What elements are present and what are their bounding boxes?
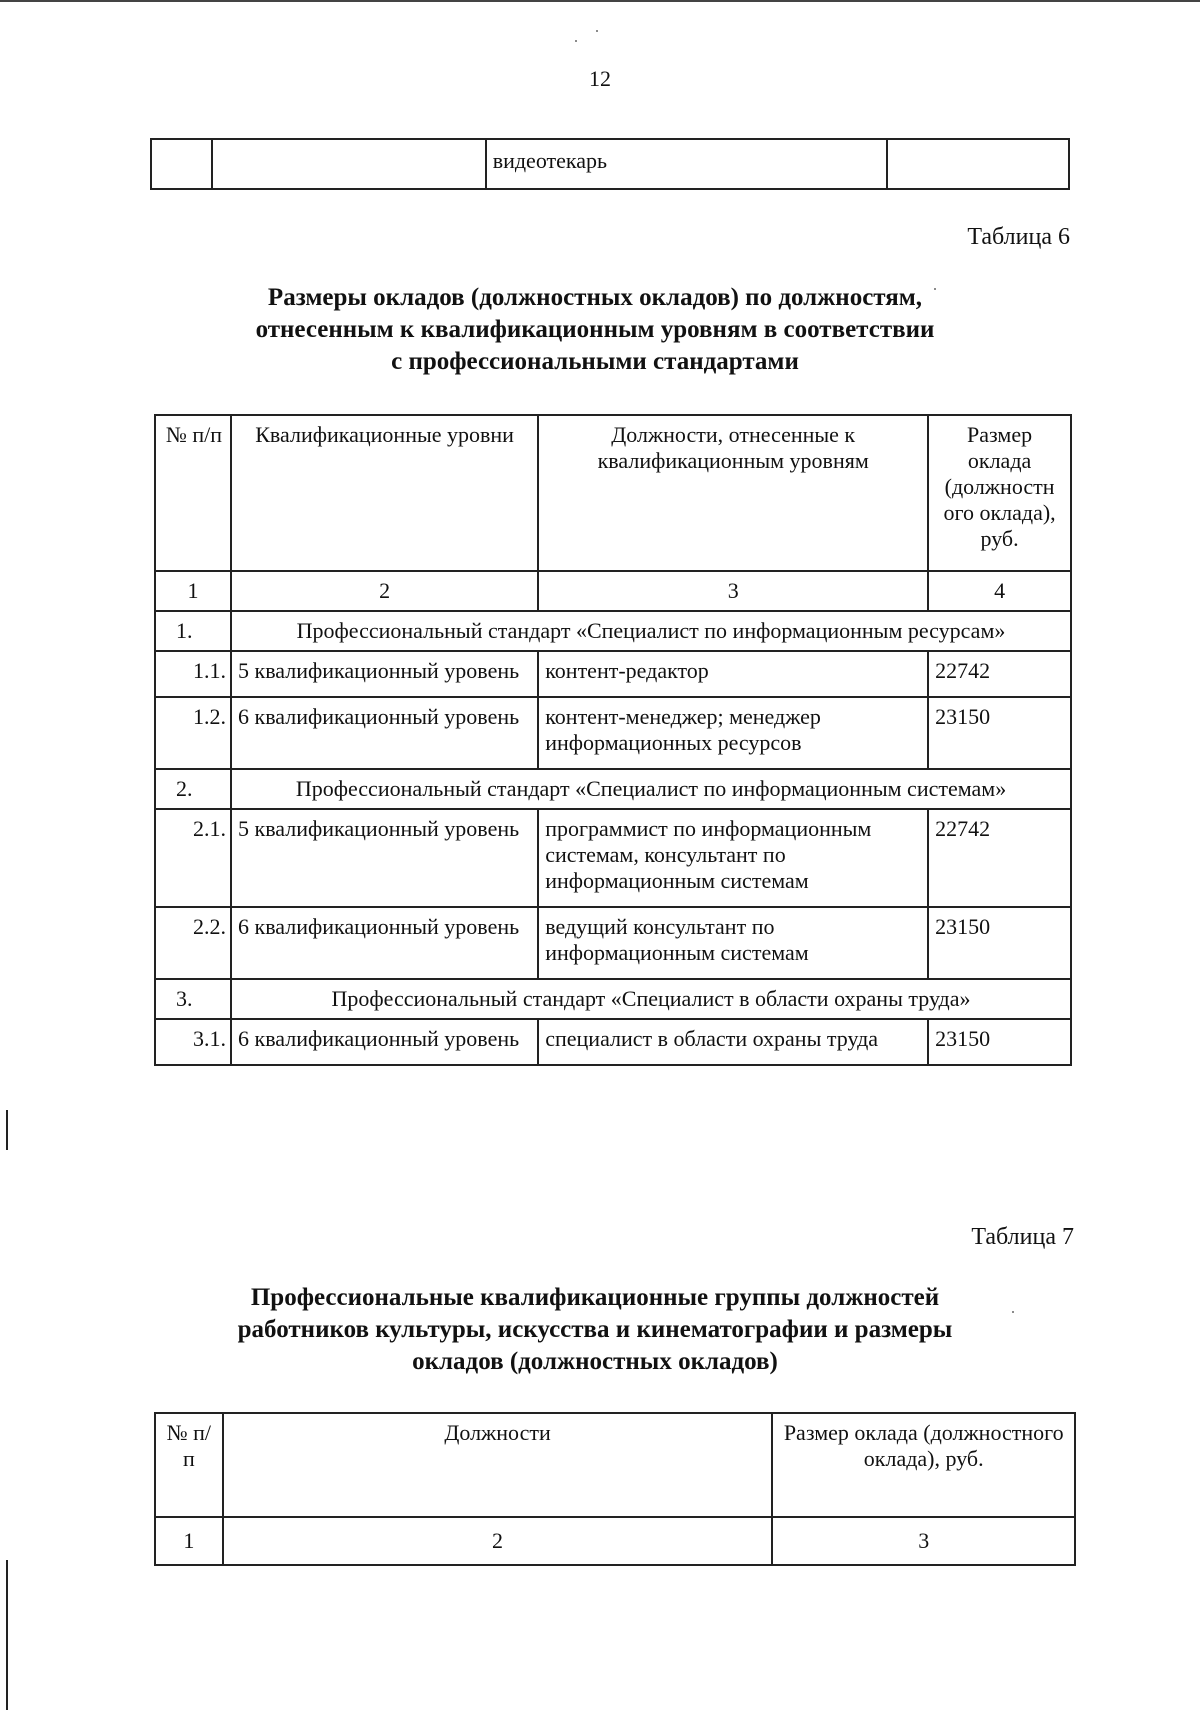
table6-label: Таблица 6 [967,224,1070,250]
table-row [155,907,1071,979]
section-number: 1. [155,611,231,651]
salary-value: 23150 [928,1019,1071,1065]
row-number: 1.1. [155,651,231,697]
table6-title-line: отнесенным к квалификационным уровням в соответствии [255,316,935,343]
positions: контент-редактор [538,651,928,697]
column-numbers-row [155,571,1071,611]
header-salary: Размер оклада (должностного оклада), руб. [772,1413,1075,1517]
table-cell [887,139,1069,189]
scan-speck [596,30,598,32]
standard-row [155,611,1071,651]
salary-value: 22742 [928,809,1071,907]
row-number: 1.2. [155,697,231,769]
column-numbers-row [155,1517,1075,1565]
continued-table [150,138,1070,190]
salary-value: 22742 [928,651,1071,697]
qualification-level: 6 квалификационный уровень [231,907,538,979]
table7-title-line: работников культуры, искусства и кинематографии и размеры [237,1316,953,1343]
standard-name: Профессиональный стандарт «Специалист по информационным ресурсам» [231,611,1071,651]
standard-row [155,979,1071,1019]
table6-title-line: Размеры окладов (должностных окладов) по должностям, [267,284,923,311]
table6-title [120,282,1070,378]
row-number: 2.2. [155,907,231,979]
positions: ведущий консультант по информационным системам [538,907,928,979]
table-cell-position: видеотекарь [486,139,887,189]
table-cell [151,139,212,189]
qualification-level: 6 квалификационный уровень [231,697,538,769]
header-number: № п/п [155,415,231,571]
column-number: 1 [155,1517,223,1565]
page-number: 12 [589,66,611,91]
header-positions: Должности [223,1413,773,1517]
standard-name: Профессиональный стандарт «Специалист в области охраны труда» [231,979,1071,1019]
section-number: 2. [155,769,231,809]
header-number: № п/п [155,1413,223,1517]
positions: специалист в области охраны труда [538,1019,928,1065]
column-number: 1 [155,571,231,611]
table-row [155,697,1071,769]
table-row [155,1019,1071,1065]
table7-title [120,1282,1070,1378]
header-qualification-level: Квалификационные уровни [231,415,538,571]
salary-table-7 [154,1412,1076,1566]
table7-title-line: окладов (должностных окладов) [412,1348,778,1375]
standard-name: Профессиональный стандарт «Специалист по информационным системам» [231,769,1071,809]
scan-margin-line-left [6,1110,8,1150]
salary-value: 23150 [928,907,1071,979]
section-number: 3. [155,979,231,1019]
qualification-level: 5 квалификационный уровень [231,651,538,697]
table-row [151,139,1069,189]
table6-title-line: с профессиональными стандартами [391,348,799,375]
scan-speck [575,40,577,42]
scan-edge-top [0,0,1200,2]
column-number: 2 [223,1517,773,1565]
header-row [155,415,1071,571]
header-positions: Должности, отнесенные к квалификационным уровням [538,415,928,571]
header-salary: Размер оклада (должностн ого оклада), руб. [928,415,1071,571]
column-number: 3 [538,571,928,611]
salary-value: 23150 [928,697,1071,769]
table-cell [212,139,485,189]
qualification-level: 5 квалификационный уровень [231,809,538,907]
table-row [155,651,1071,697]
qualification-level: 6 квалификационный уровень [231,1019,538,1065]
header-row [155,1413,1075,1517]
row-number: 3.1. [155,1019,231,1065]
positions: контент-менеджер; менеджер информационных ресурсов [538,697,928,769]
column-number: 3 [772,1517,1075,1565]
scan-margin-line-left-bottom [6,1560,8,1710]
positions: программист по информационным системам, консультант по информационным системам [538,809,928,907]
standard-row [155,769,1071,809]
table7-label: Таблица 7 [971,1224,1074,1250]
table-row [155,809,1071,907]
column-number: 4 [928,571,1071,611]
column-number: 2 [231,571,538,611]
table7-title-line: Профессиональные квалификационные группы должностей [250,1284,940,1311]
salary-table-6 [154,414,1072,1066]
row-number: 2.1. [155,809,231,907]
